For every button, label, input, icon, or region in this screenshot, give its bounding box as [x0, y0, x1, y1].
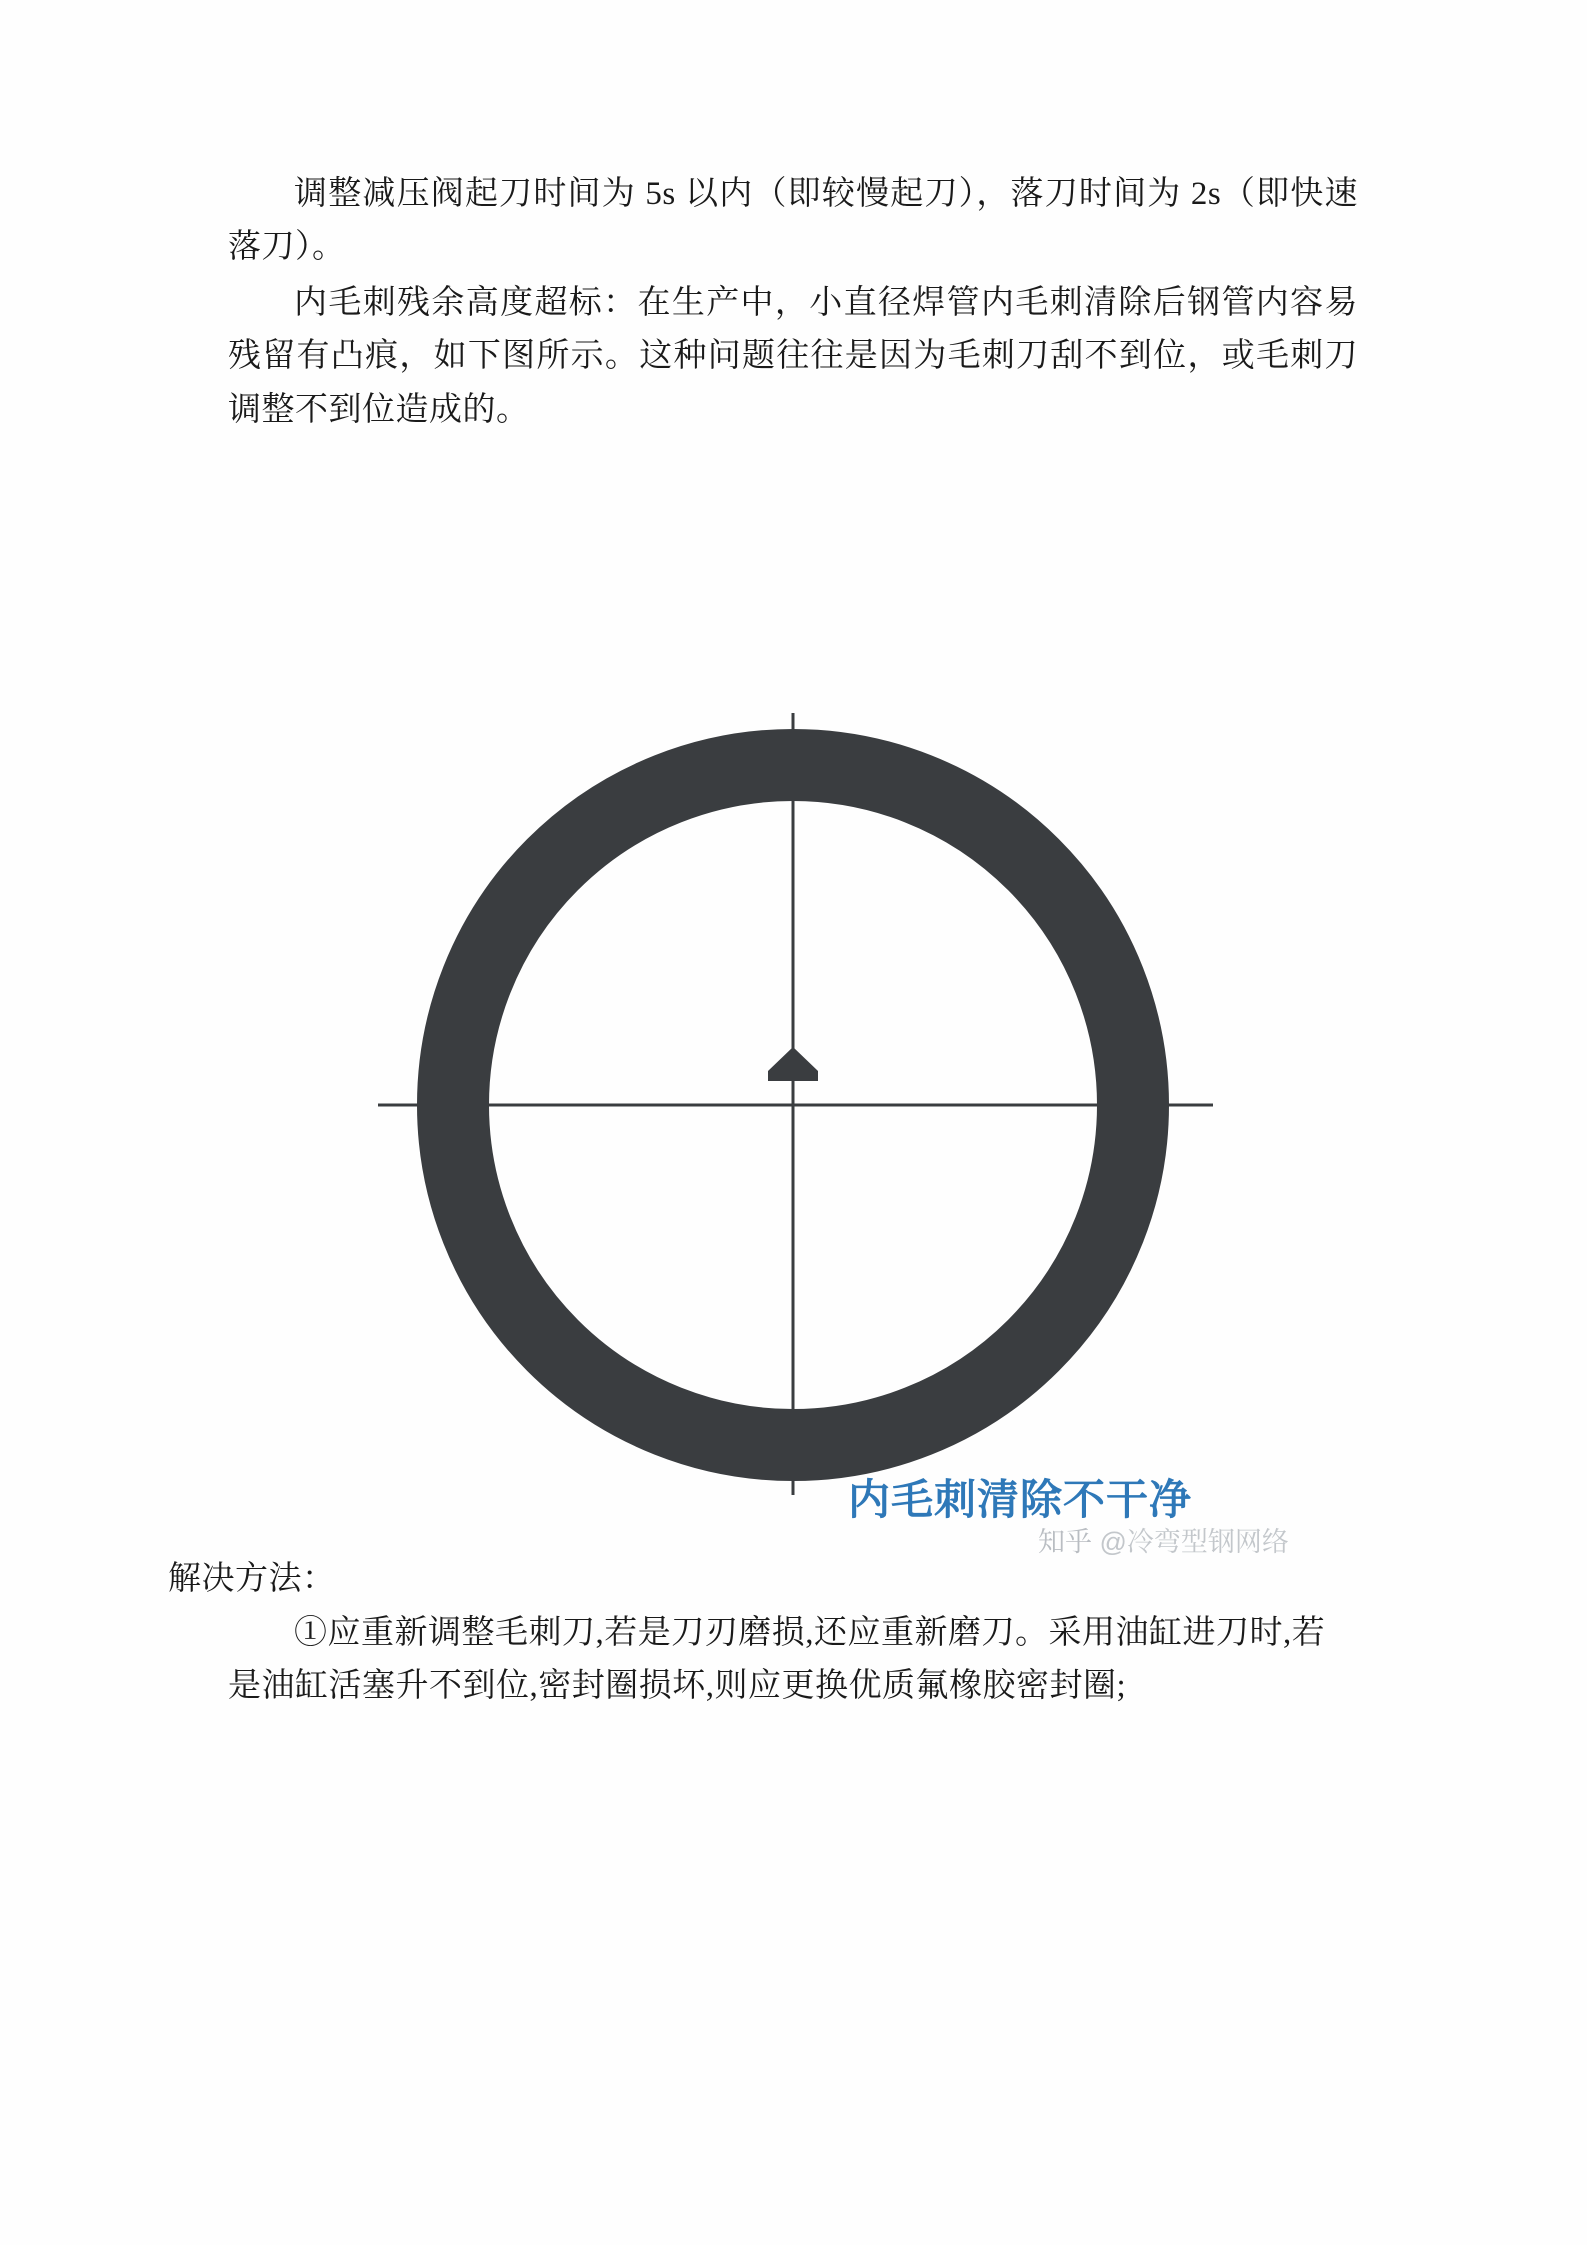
solution-heading: 解决方法：	[168, 1561, 336, 1598]
document-body	[168, 168, 1358, 1714]
pipe-diagram-svg	[138, 465, 1448, 1545]
solution-item-1: ①应重新调整毛刺刀,若是刀刃磨损,还应重新磨刀。采用油缸进刀时,若是油缸活塞升不到位,密封圈损坏,则应更换优质氟橡胶密封圈;	[228, 1614, 1326, 1705]
figure-pipe-cross-section	[228, 465, 1358, 1558]
paragraph-1: 调整减压阀起刀时间为 5s 以内（即较慢起刀），落刀时间为 2s（即快速落刀）。	[228, 176, 1358, 266]
burr-notch-base	[768, 1047, 818, 1081]
zhihu-watermark	[1038, 1520, 1289, 1559]
watermark-user: @冷弯型钢网络	[1099, 1527, 1289, 1558]
paragraph-2: 内毛刺残余高度超标：在生产中，小直径焊管内毛刺清除后钢管内容易残留有凸痕，如下图所示。这种问题往往是因为毛刺刀刮不到位，或毛刺刀调整不到位造成的。	[228, 284, 1358, 428]
figure-caption-overlay: 内毛刺清除不干净	[848, 1476, 1193, 1524]
watermark-prefix: 知乎	[1038, 1527, 1092, 1558]
solution-block	[168, 1553, 1358, 1713]
